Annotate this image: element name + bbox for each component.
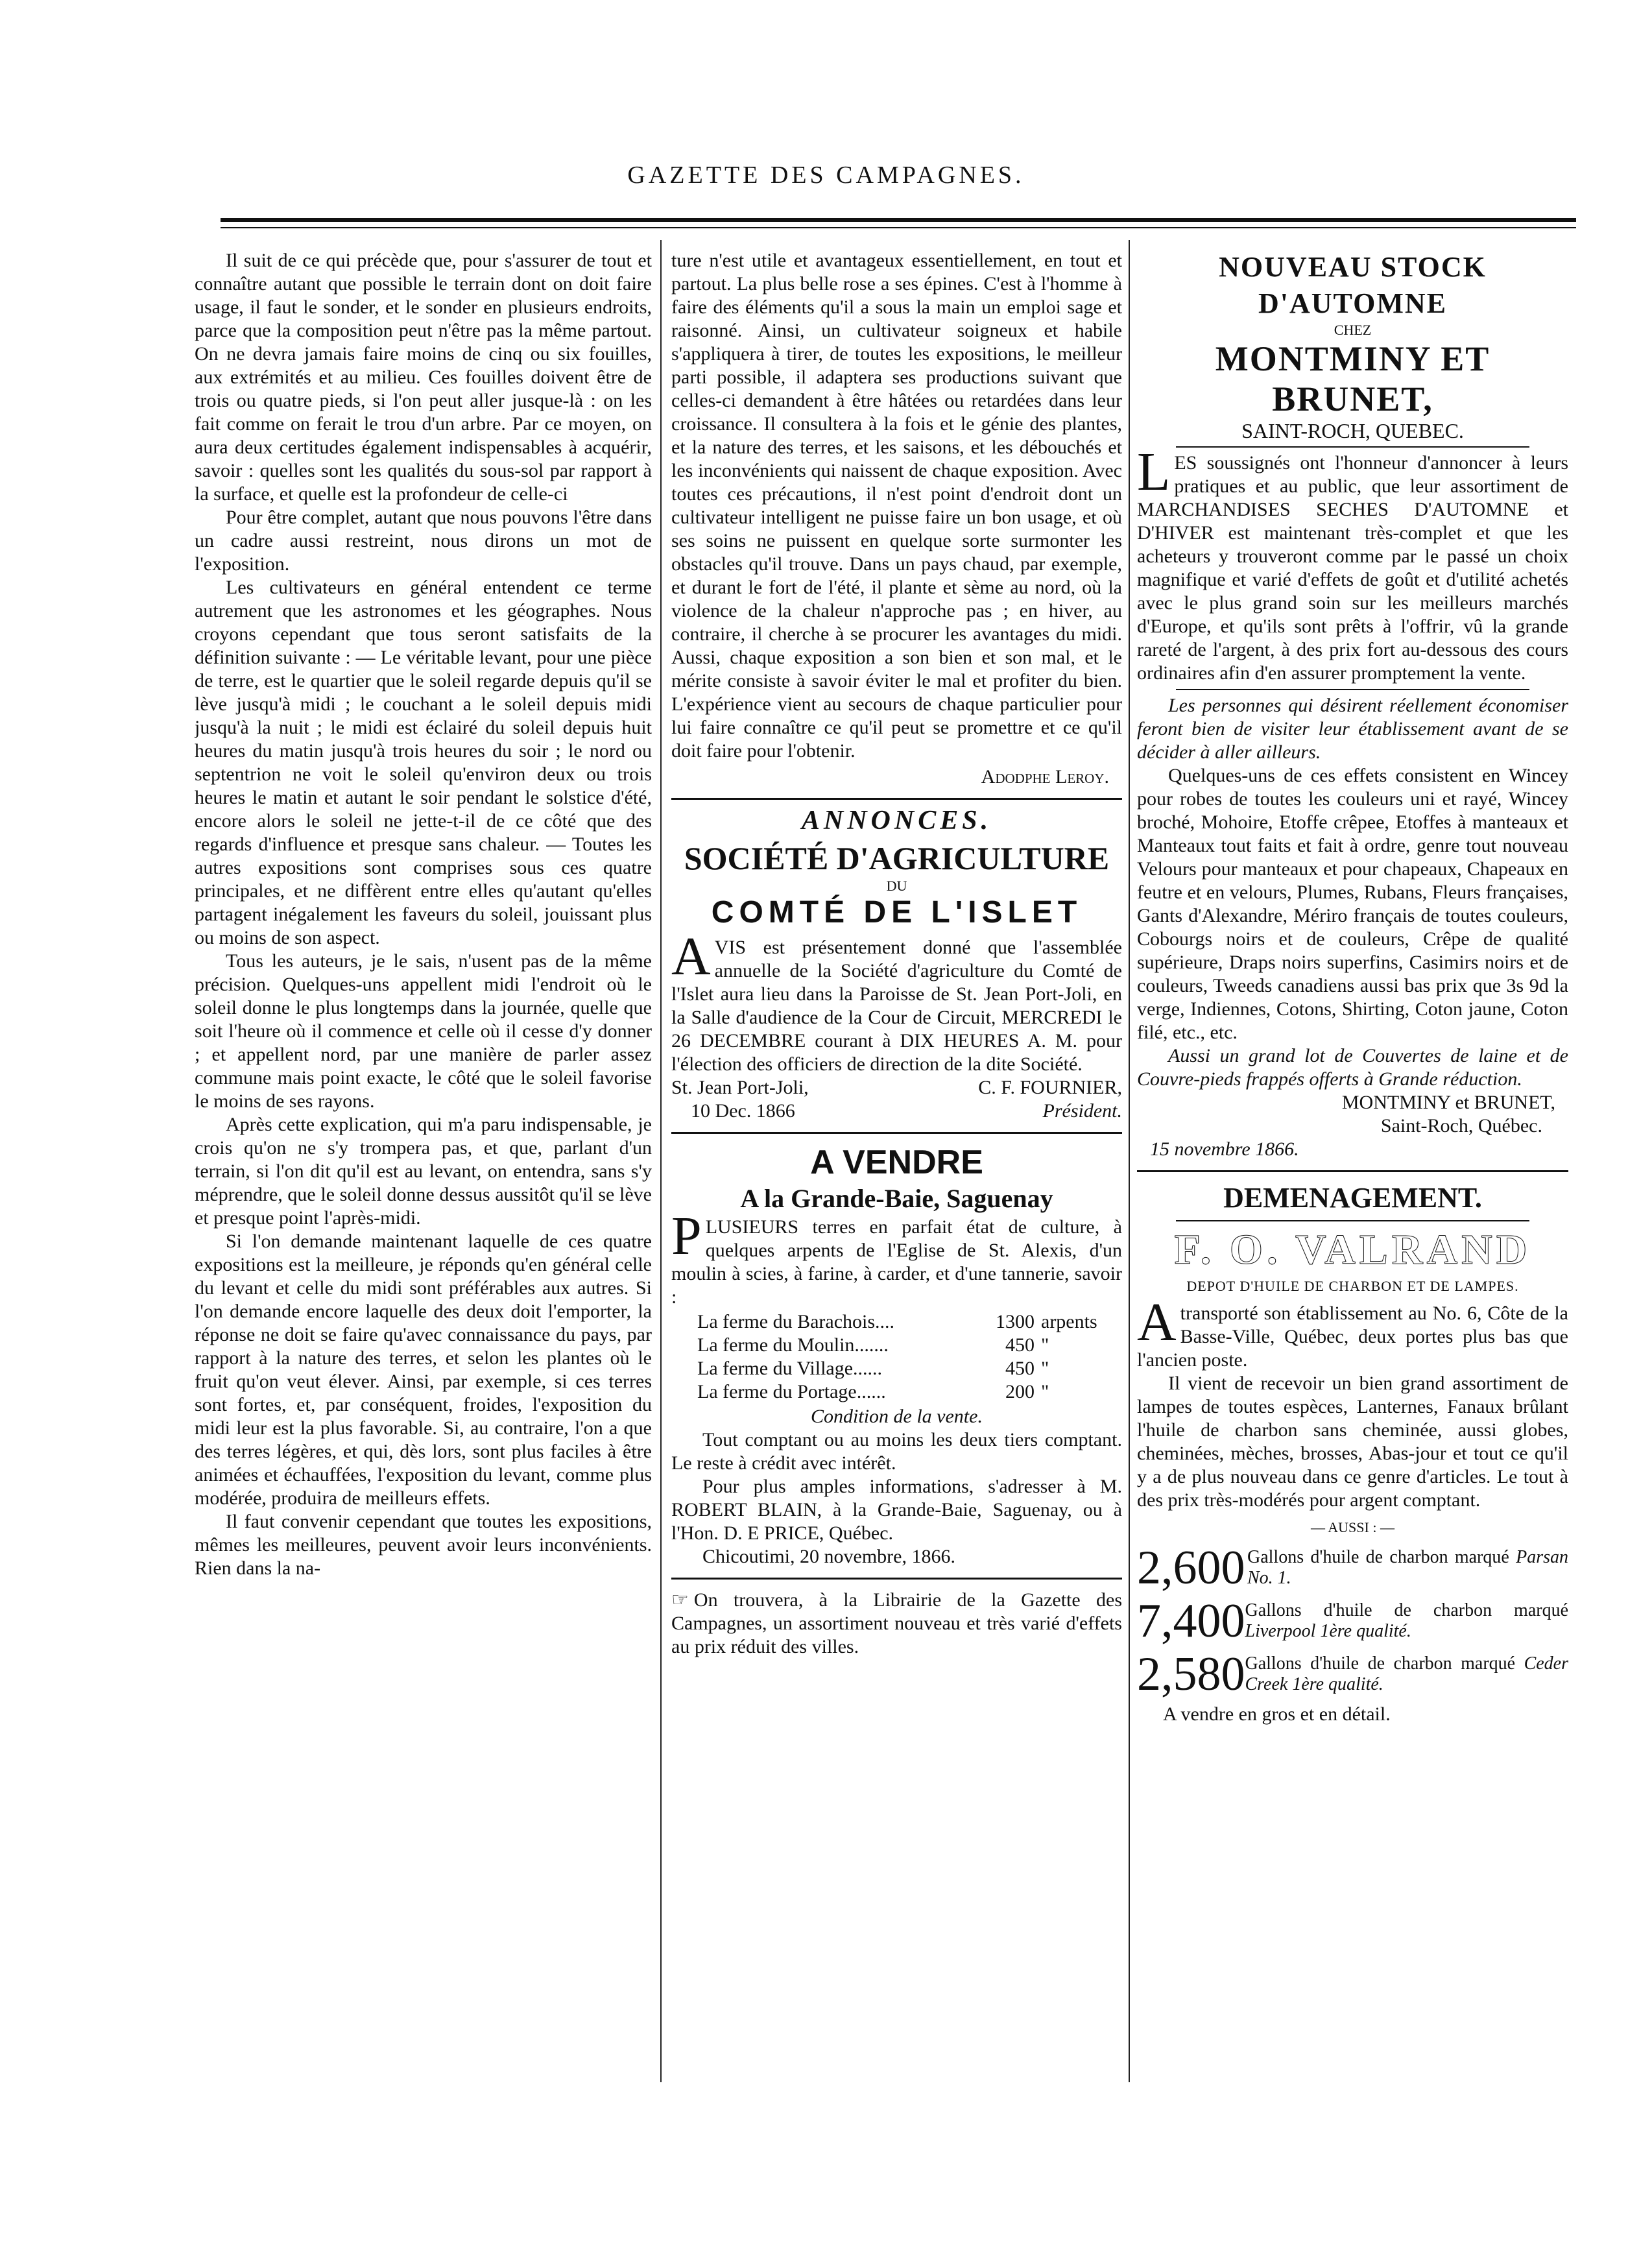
list-item [1137, 1543, 1568, 1592]
paragraph: Pour être complet, autant que nous pouvons l'être dans un cadre aussi restreint, nous dirons un mot de l'exposition. [195, 507, 652, 575]
vendre-body: PLUSIEURS terres en parfait état de culture, à quelques arpents de l'Eglise de St. Alexis, d'un moulin à scies, à farine, à carder, et d'une tannerie, savoir : [671, 1206, 1122, 1308]
stock-signer: MONTMINY et BRUNET, [1341, 1092, 1555, 1113]
librairie-notice [671, 1589, 1122, 1659]
stock-firm: MONTMINY ET BRUNET, [1215, 339, 1490, 418]
vendre-info: Pour plus amples informations, s'adresser à M. ROBERT BLAIN, à la Grande-Baie, Saguenay, ou à l'Hon. D. E PRICE, Québec. [671, 1476, 1122, 1544]
societe-signoff [671, 1076, 1122, 1099]
article-column-3 [1137, 249, 1568, 2117]
farm-value: 1300 [996, 1311, 1035, 1332]
pointing-hand-icon: ☞ [671, 1589, 689, 1611]
farm-unit: " [1041, 1334, 1049, 1356]
stock-date: 15 novembre 1866. [1150, 1138, 1299, 1160]
aussi-label: — AUSSI : — [1311, 1519, 1395, 1535]
vendre-condition-title: Condition de la vente. [811, 1406, 983, 1427]
paragraph: ture n'est utile et avantageux essentiellement, en tout et partout. La plus belle rose a ses épines. C'est à l'homme à faire des éléments qu'il a sous la main un emploi sage et raisonné. Ainsi, un cultivateur soigneux et habile s'appliquera à tirer, de toutes les expositions, le meilleur parti possible, il adaptera ses productions suivant que celles-ci demandent à être hâtées ou retardées dans leur croissance. Il consultera à la fois et le génie des plantes, et la nature des terres, et les saisons, et les débouchés et les inconvénients qui naissent de chaque exposition. Avec toutes ces précautions, il n'est point d'endroit dont un cultivateur intelligent ne puisse faire un bon usage, et où ses soins ne puissent en quelque sorte surmonter les obstacles qu'il trouve. Dans un pays chaud, par exemple, et durant le fort de l'été, il plante et sème au nord, où la violence de la chaleur n'approche pas ; en hiver, au contraire, il cherche à se procurer les avantages du midi. Aussi, chaque exposition a son bien et son mal, et le mérite consiste à savoir éviter le mal et profiter du bien. L'expérience vient au secours de chaque particulier pour lui faire connaître ce qu'il peut se promettre et ce qu'il doit faire pour l'obtenir. [671, 250, 1122, 762]
article-column-2 [671, 249, 1122, 2117]
gallons-text: Gallons d'huile de charbon marqué Parsan No. 1. [1247, 1547, 1568, 1588]
valrand-name: F. O. VALRAND [1174, 1226, 1531, 1273]
paragraph: Il suit de ce qui précède que, pour s'assurer de tout et connaître autant que possible le terrain dont on doit faire usage, il faut le sonder, et le sonder en plusieurs endroits, parce que la composition peut n'être pas la même partout. On ne devra jamais faire moins de cinq ou six fouilles, aux extrémités et au milieu. Ces fouilles doivent être de trois ou quatre pieds, si l'on peut aller jusque-là : on les fait comme on ferait le trou d'un arbre. Par ce moyen, on aura deux certitudes également indispensables à acquérir, savoir : quelles sont les qualités du sous-sol par rapport à la surface, et quelle est la profondeur de celle-ci [195, 250, 652, 505]
paragraph: Les cultivateurs en général entendent ce terme autrement que les astronomes et les géographes. Nous croyons cependant que tous seront satisfaits de la définition suivante : — Le véritable levant, pour une pièce de terre, est le quartier que le soleil regarde depuis qu'il se lève jusqu'à midi ; le couchant a le soleil depuis midi jusqu'à la nuit ; le midi est éclairé du soleil depuis huit heures du matin jusqu'à trois heures du soir ; le nord ou septentrion ne voit le soleil qu'environ deux ou trois heures le matin et autant le soir pendant le solstice d'été, encore alors le soleil ne jette-t-il de ce côté que des regards d'influence et presque sans chaleur. — Toutes les autres expositions sont comprises sous ces quatre principales, et ne diffèrent entre elles qu'autant qu'elles partagent inégalement les faveurs du soleil, jouissant plus ou moins de son aspect. [195, 577, 652, 948]
farm-name: La ferme du Portage...... [697, 1381, 886, 1402]
societe-du: DU [886, 878, 907, 894]
paragraph: Tous les auteurs, je le sais, n'usent pas de la même précision. Quelques-uns appellent midi l'endroit où le soleil donne le plus longtemps dans la journée, quelle que soit l'heure où il commence et celle où il cesse d'y donner ; et appellent nord, par une manière de parler assez commune mais point exacte, le côté que le soleil favorise le moins de ses rayons. [195, 950, 652, 1112]
societe-title-2: COMTÉ DE L'ISLET [711, 895, 1083, 930]
list-item [697, 1334, 1122, 1357]
vendre-dateline: Chicoutimi, 20 novembre, 1866. [702, 1546, 955, 1567]
librairie-text: On trouvera, à la Librairie de la Gazette des Campagnes, un assortiment nouveau et très varié d'effets au prix réduit des villes. [671, 1589, 1122, 1657]
stock-effets: Quelques-uns de ces effets consistent en Wincey pour robes de toutes les couleurs uni et rayé, Wincey broché, Mohoire, Etoffe crêpee, Etoffes à manteaux et Manteaux tout faits et fait à ordre, genre tout nouveau Velours pour manteaux et pour chapeaux, Chapeaux en feutre et en velours, Plumes, Rubans, Fleurs françaises, Gants d'Alexandre, Mériro français de toutes couleurs, Cobourgs noirs et de couleurs, Crêpe de qualité supérieure, Draps noirs superfins, Casimirs noirs et de couleurs, Tweeds canadiens aussi bas prix que 3s 9d la verge, Indiennes, Cotons, Shirting, Coton jaune, Coton filé, etc., etc. [1137, 765, 1568, 1043]
paragraph: Après cette explication, qui m'a paru indispensable, je crois qu'on ne s'y trompera pas, et que, parlant d'un terrain, si l'on dit qu'il est au levant, on entendra, sans s'y méprendre, que le soleil donne dessus aussitôt qu'il se lève et presque point l'après-midi. [195, 1114, 652, 1229]
valrand-body-2: Il vient de recevoir un bien grand assortiment de lampes de toutes espèces, Lanternes, Fanaux brûlant l'huile de charbon sans cheminée, aussi globes, cheminées, mèches, brosses, Abas-jour et tout ce qu'il y a de plus nouveau dans ce genre d'articles. Le tout à des prix très-modérés pour argent comptant. [1137, 1373, 1568, 1511]
header-rule-thin [221, 227, 1576, 228]
stock-personnes: Les personnes qui désirent réellement économiser feront bien de visiter leur établissement avant de se décider à aller ailleurs. [1137, 695, 1568, 763]
societe-signer: C. F. FOURNIER, [978, 1077, 1122, 1098]
societe-signoff-2 [671, 1099, 1122, 1123]
farm-unit: " [1041, 1381, 1049, 1402]
list-item [697, 1310, 1122, 1334]
valrand-depot: DEPOT D'HUILE DE CHARBON ET DE LAMPES. [1186, 1278, 1519, 1294]
vendre-subtitle: A la Grande-Baie, Saguenay [740, 1184, 1053, 1213]
list-item [1137, 1596, 1568, 1646]
valrand-footer: A vendre en gros et en détail. [1163, 1703, 1391, 1725]
divider [671, 1132, 1122, 1134]
farm-name: La ferme du Barachois.... [697, 1311, 895, 1332]
societe-place: St. Jean Port-Joli, [671, 1077, 809, 1098]
farm-unit: arpents [1041, 1311, 1097, 1332]
paragraph: Si l'on demande maintenant laquelle de ces quatre expositions est la meilleure, je réponds qu'en général celle du levant et celle du midi sont préférables aux autres. Si l'on demande encore laquelle des deux doit l'emporter, la réponse ne doit se faire qu'avec connaissance du pays, par rapport à la nature des terres, et selon les plantes où le fruit qu'on veut élever. Ainsi, par exemple, si ces terres sont fortes, et, par conséquent, froides, l'exposition du midi leur est la plus favorable. Si, au contraire, l'on a que des terres légères, et qui, dès lors, sont plus faciles à être animées et échauffées, l'exposition du levant, comme plus modérée, produira de meilleurs effets. [195, 1231, 652, 1509]
annonces-heading: ANNONCES. [801, 806, 992, 835]
demenagement-title: DEMENAGEMENT. [1223, 1182, 1482, 1214]
gallons-figure: 7,400 [1137, 1594, 1245, 1648]
farm-name: La ferme du Village...... [697, 1358, 883, 1379]
farm-value: 450 [1005, 1358, 1035, 1379]
gallons-figure: 2,600 [1137, 1541, 1245, 1594]
stock-signer-place: Saint-Roch, Québec. [1380, 1115, 1542, 1136]
societe-role: Président. [1042, 1100, 1122, 1122]
divider [1176, 689, 1529, 690]
stock-body: LES soussignés ont l'honneur d'annoncer à leurs pratiques et au public, que leur assortiment de MARCHANDISES SECHES D'AUTOMNE et D'HIVER est maintenant très-complet et que les acheteurs y trouveront comme par le passé un choix magnifique et varié d'effets de goût et d'utilité achetés avec le plus grand soin sur les meilleurs marchés d'Europe, et qu'ils sont prêts à l'offrir, vû la grande rareté de l'argent, à des prix fort au-dessous des cours ordinaires afin d'en assurer promptement la vente. [1137, 442, 1568, 684]
divider [671, 798, 1122, 800]
vendre-condition: Tout comptant ou au moins les deux tiers comptant. Le reste à crédit avec intérêt. [671, 1429, 1122, 1474]
farm-value: 200 [1005, 1381, 1035, 1402]
header-rule [221, 218, 1576, 222]
article-signature: Adodphe Leroy. [981, 766, 1109, 787]
societe-body: AVIS est présentement donné que l'assemblée annuelle de la Société d'agriculture du Comté de l'Islet aura lieu dans la Paroisse de St. Jean Port-Joli, en la Salle d'audience de la Cour de Circuit, MERCREDI le 26 DECEMBRE courant à DIX HEURES A. M. pour l'élection des officiers de direction de la dite Société. [671, 926, 1122, 1075]
farm-unit: " [1041, 1358, 1049, 1379]
farm-name: La ferme du Moulin....... [697, 1334, 889, 1356]
list-item [1137, 1650, 1568, 1699]
farm-list [697, 1310, 1122, 1404]
stock-chez: CHEZ [1334, 322, 1372, 338]
stock-place: SAINT-ROCH, QUEBEC. [1241, 419, 1464, 442]
vendre-title: A VENDRE [810, 1144, 983, 1181]
gallons-figure: 2,580 [1137, 1648, 1245, 1701]
valrand-body: Atransporté son établissement au No. 6, Côte de la Basse-Ville, Québec, deux portes plus bas que l'ancien poste. [1137, 1292, 1568, 1371]
stock-couvertes: Aussi un grand lot de Couvertes de laine et de Couvre-pieds frappés offerts à Grande réduction. [1137, 1045, 1568, 1090]
column-divider [1129, 240, 1130, 2082]
list-item [697, 1357, 1122, 1380]
paragraph: Il faut convenir cependant que toutes les expositions, mêmes les meilleures, peuvent avoir leurs inconvénients. Rien dans la na- [195, 1511, 652, 1579]
stock-title: NOUVEAU STOCK D'AUTOMNE [1219, 251, 1487, 319]
divider [671, 1578, 1122, 1580]
gallons-text: Gallons d'huile de charbon marqué Ceder Creek 1ère qualité. [1245, 1653, 1568, 1694]
farm-value: 450 [1005, 1334, 1035, 1356]
divider [1176, 446, 1529, 448]
societe-title: SOCIÉTÉ D'AGRICULTURE [684, 840, 1110, 876]
divider [1137, 1170, 1568, 1172]
divider [1176, 1220, 1529, 1221]
column-divider [660, 240, 662, 2082]
societe-date: 10 Dec. 1866 [691, 1100, 795, 1122]
article-column-1 [195, 249, 652, 2117]
list-item [697, 1380, 1122, 1404]
gallons-text: Gallons d'huile de charbon marqué Liverpool 1ère qualité. [1245, 1600, 1568, 1641]
page-title: GAZETTE DES CAMPAGNES. [627, 162, 1025, 189]
